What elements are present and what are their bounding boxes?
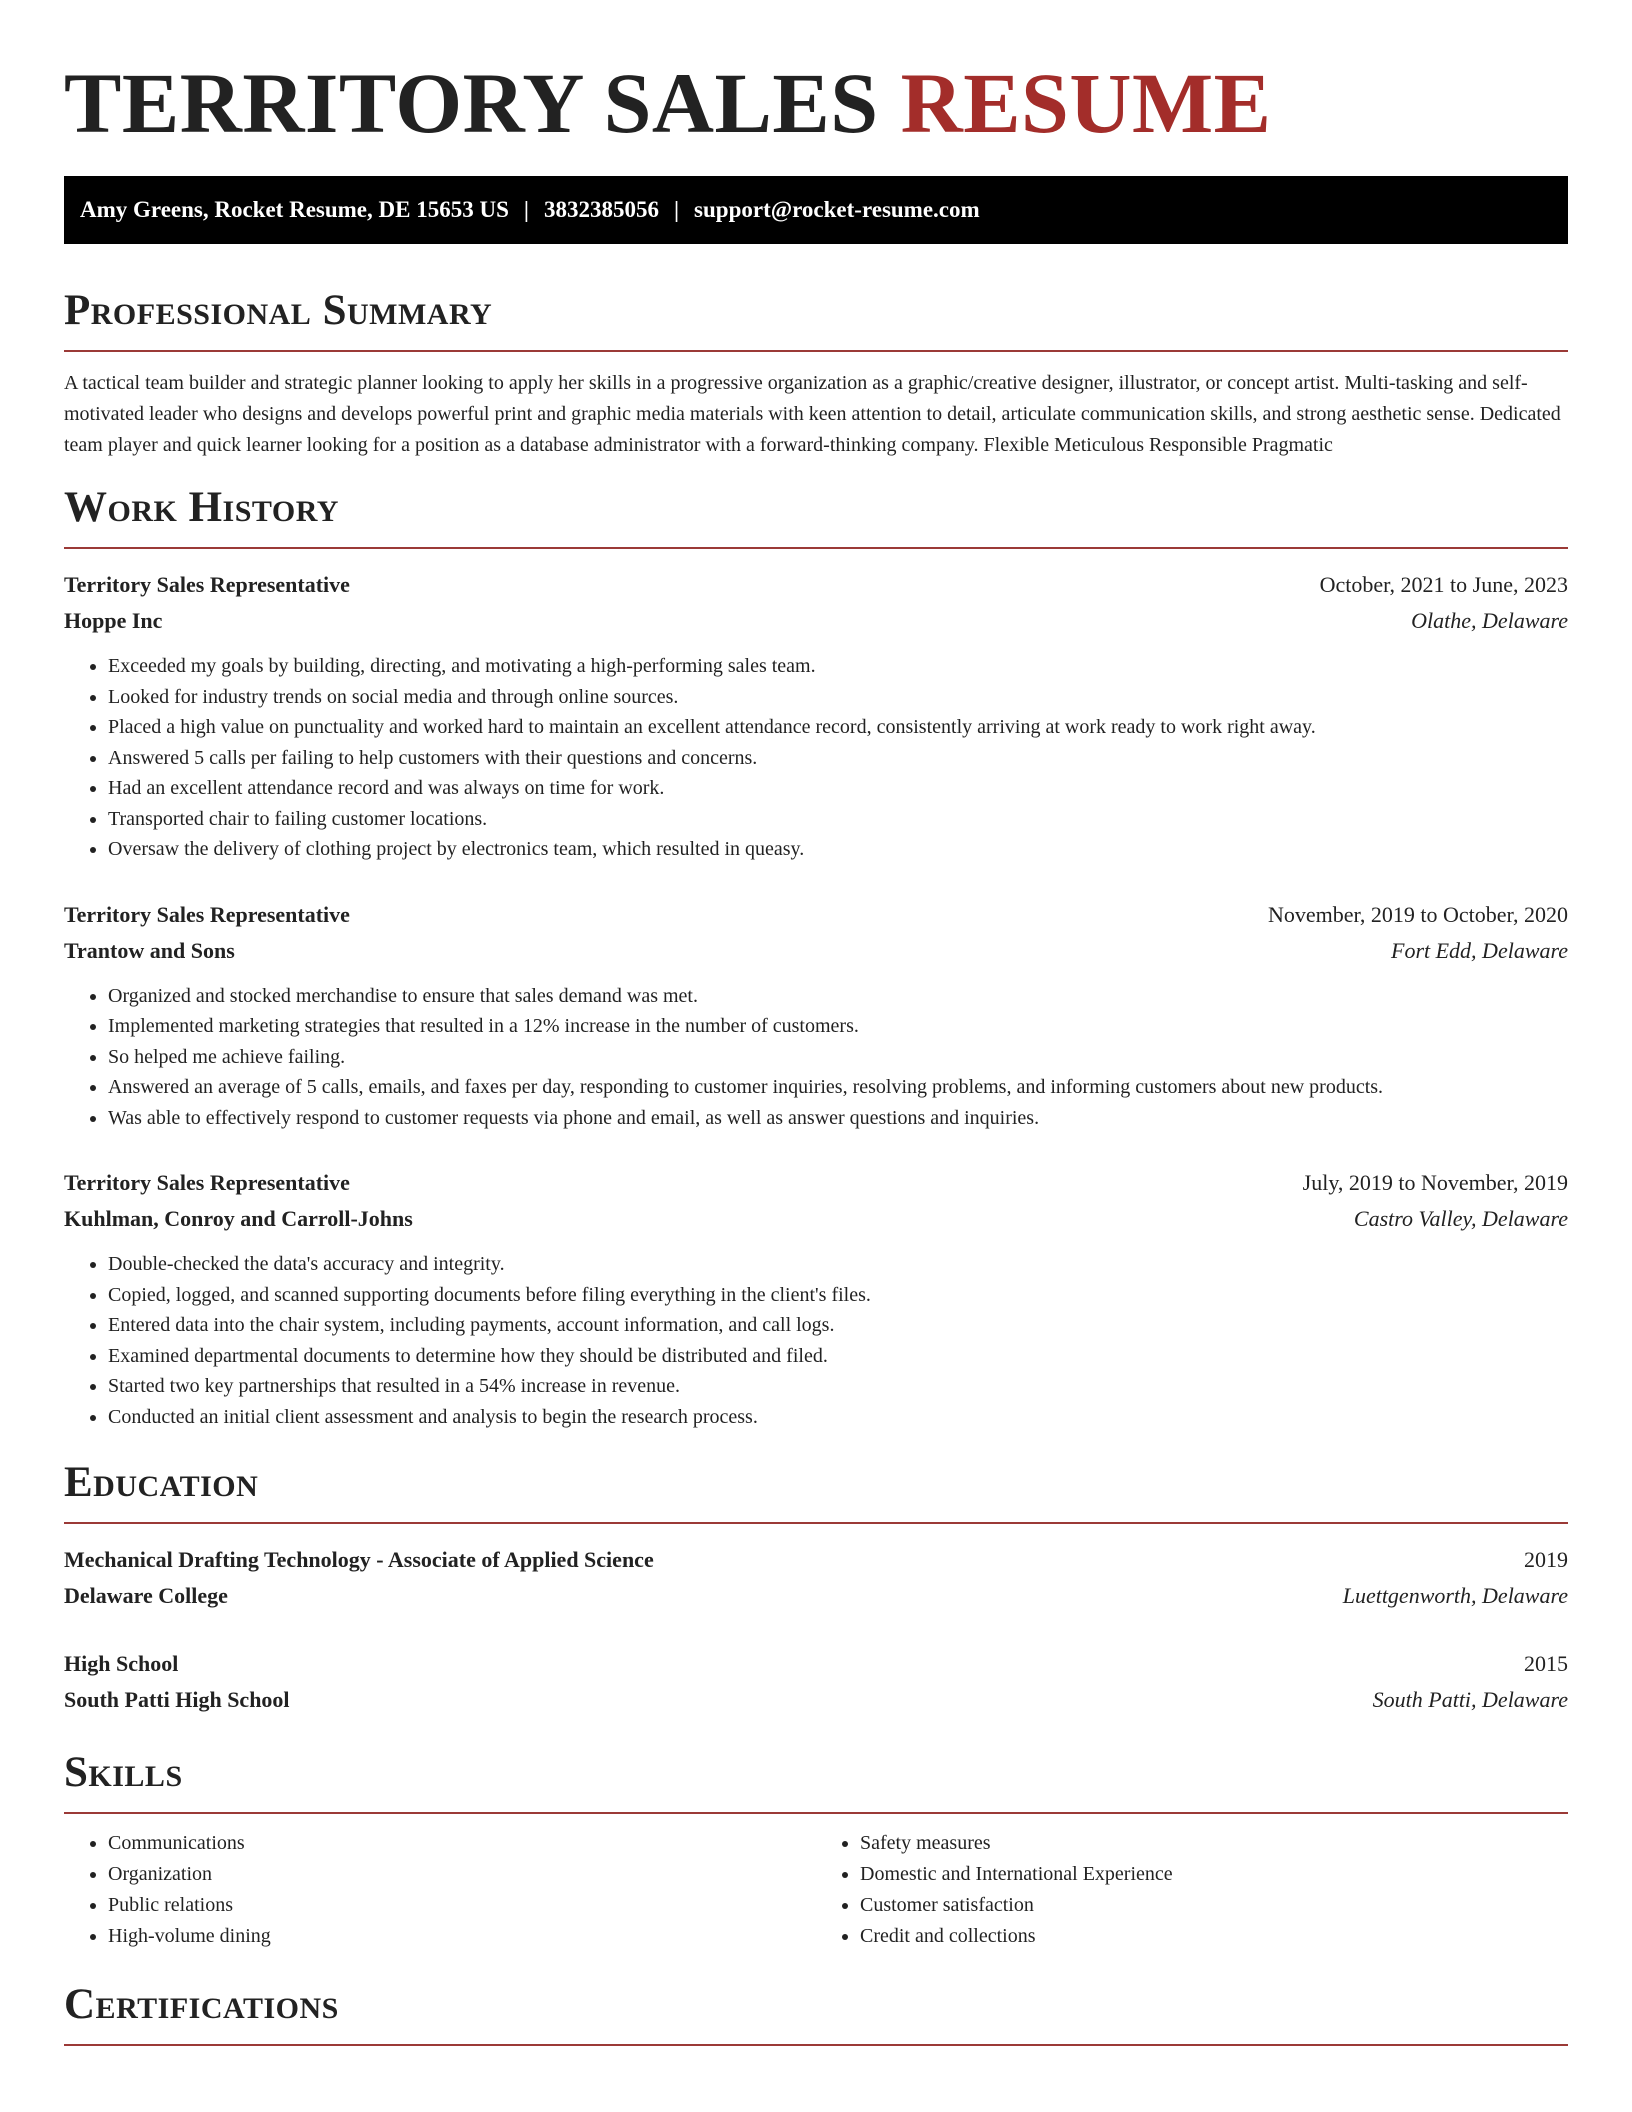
education-school: Delaware College: [64, 1583, 228, 1608]
job-bullets: [64, 651, 1568, 865]
certifications-section: [64, 1980, 1568, 2046]
list-item: • Entered data into the chair system, including payments, account information, and call logs.: [108, 1310, 1568, 1341]
education-degree-row: [64, 1646, 1568, 1682]
skills-columns: [64, 1828, 1568, 1952]
section-heading: Certifications: [64, 1981, 339, 2028]
skill-item: • Domestic and International Experience: [860, 1859, 1568, 1890]
education-location: South Patti, Delaware: [1372, 1687, 1568, 1712]
job-entry: [64, 897, 1568, 1134]
skill-item: • Credit and collections: [860, 1921, 1568, 1952]
list-item: • Copied, logged, and scanned supporting documents before filing everything in the client's files.: [108, 1280, 1568, 1311]
section-heading: Professional Summary: [64, 287, 493, 334]
skill-item: • Communications: [108, 1828, 816, 1859]
education-entry: [64, 1646, 1568, 1718]
summary-text: A tactical team builder and strategic planner looking to apply her skills in a progressive organization as a graphic/creative designer, illustrator, or concept artist. Multi-tasking and self-motivated leader who designs and develops powerful print and graphic media materials with keen attention to detail, articulate communication skills, and strong aesthetic sense. Dedicated team player and quick learner looking for a position as a database administrator with a forward-thinking company. Flexible Meticulous Responsible Pragmatic: [64, 372, 1561, 456]
job-company: Trantow and Sons: [64, 937, 235, 963]
job-location: Castro Valley, Delaware: [1353, 1206, 1568, 1231]
list-item: • Placed a high value on punctuality and worked hard to maintain an excellent attendance record, consistently arriving at work ready to work right away.: [108, 712, 1568, 743]
job-dates: November, 2019 to October, 2020: [1267, 901, 1568, 927]
contact-bar: [64, 176, 1568, 244]
job-dates: July, 2019 to November, 2019: [1302, 1170, 1568, 1195]
list-item: • Implemented marketing strategies that resulted in a 12% increase in the number of customers.: [108, 1011, 1568, 1042]
contact-address: Amy Greens, Rocket Resume, DE 15653 US: [80, 197, 509, 222]
skill-item: • Customer satisfaction: [860, 1890, 1568, 1921]
job-location: Fort Edd, Delaware: [1391, 937, 1568, 963]
list-item: • Started two key partnerships that resulted in a 54% increase in revenue.: [108, 1371, 1568, 1402]
job-title: Territory Sales Representative: [64, 572, 350, 597]
skills-list-right: [816, 1828, 1568, 1952]
section-heading: Education: [64, 1459, 259, 1506]
skill-item: • Organization: [108, 1859, 816, 1890]
job-company: Kuhlman, Conroy and Carroll-Johns: [64, 1206, 413, 1231]
job-location: Olathe, Delaware: [1411, 608, 1568, 633]
contact-phone: 3832385056: [543, 197, 659, 222]
job-dates: October, 2021 to June, 2023: [1319, 572, 1568, 597]
list-item: • Looked for industry trends on social media and through online sources.: [108, 682, 1568, 713]
section-divider: [64, 350, 1568, 352]
skills-section: [64, 1748, 1568, 1952]
education-entry: [64, 1542, 1568, 1614]
contact-separator: |: [523, 197, 529, 222]
list-item: • Transported chair to failing customer locations.: [108, 804, 1568, 835]
job-entry: [64, 567, 1568, 865]
skills-list-left: [64, 1828, 816, 1952]
section-divider: [64, 1812, 1568, 1814]
job-company-row: [64, 933, 1568, 969]
section-heading: Work History: [64, 484, 339, 531]
summary-section: [64, 286, 1568, 461]
education-year: 2019: [1524, 1547, 1568, 1572]
job-title: Territory Sales Representative: [64, 901, 350, 927]
skill-item: • Public relations: [108, 1890, 816, 1921]
education-location: Luettgenworth, Delaware: [1342, 1583, 1568, 1608]
education-year: 2015: [1524, 1651, 1568, 1676]
job-header-row: [64, 567, 1568, 603]
education-degree-row: [64, 1542, 1568, 1578]
education-school-row: [64, 1682, 1568, 1718]
list-item: • Organized and stocked merchandise to ensure that sales demand was met.: [108, 981, 1568, 1012]
list-item: • Oversaw the delivery of clothing project by electronics team, which resulted in queasy.: [108, 834, 1568, 865]
education-degree: High School: [64, 1651, 179, 1676]
list-item: • Examined departmental documents to determine how they should be distributed and filed.: [108, 1341, 1568, 1372]
list-item: • Conducted an initial client assessment and analysis to begin the research process.: [108, 1402, 1568, 1433]
list-item: • Answered 5 calls per failing to help customers with their questions and concerns.: [108, 743, 1568, 774]
job-entry: [64, 1165, 1568, 1432]
title-accent: RESUME: [900, 55, 1272, 151]
section-divider: [64, 1522, 1568, 1524]
skill-item: • High-volume dining: [108, 1921, 816, 1952]
section-divider: [64, 2044, 1568, 2046]
education-school-row: [64, 1578, 1568, 1614]
job-company-row: [64, 1201, 1568, 1237]
job-company-row: [64, 603, 1568, 639]
job-bullets: [64, 1249, 1568, 1432]
list-item: • Answered an average of 5 calls, emails, and faxes per day, responding to customer inquiries, resolving problems, and informing customers about new products.: [108, 1072, 1568, 1103]
job-header-row: [64, 897, 1568, 933]
list-item: • Was able to effectively respond to customer requests via phone and email, as well as answer questions and inquiries.: [108, 1103, 1568, 1134]
job-company: Hoppe Inc: [64, 608, 163, 633]
work-history-section: [64, 483, 1568, 1432]
job-bullets: [64, 981, 1568, 1134]
contact-email: support@rocket-resume.com: [694, 197, 980, 222]
section-heading: Skills: [64, 1749, 183, 1796]
resume-title: [64, 0, 1568, 176]
job-header-row: [64, 1165, 1568, 1201]
list-item: • Had an excellent attendance record and was always on time for work.: [108, 773, 1568, 804]
education-section: [64, 1458, 1568, 1718]
list-item: • Exceeded my goals by building, directing, and motivating a high-performing sales team.: [108, 651, 1568, 682]
list-item: • Double-checked the data's accuracy and integrity.: [108, 1249, 1568, 1280]
education-school: South Patti High School: [64, 1687, 290, 1712]
title-main: TERRITORY SALES: [64, 55, 879, 151]
job-title: Territory Sales Representative: [64, 1170, 350, 1195]
skill-item: • Safety measures: [860, 1828, 1568, 1859]
contact-separator: |: [673, 197, 680, 222]
list-item: • So helped me achieve failing.: [108, 1042, 1568, 1073]
education-degree: Mechanical Drafting Technology - Associate of Applied Science: [64, 1547, 654, 1572]
section-divider: [64, 547, 1568, 549]
